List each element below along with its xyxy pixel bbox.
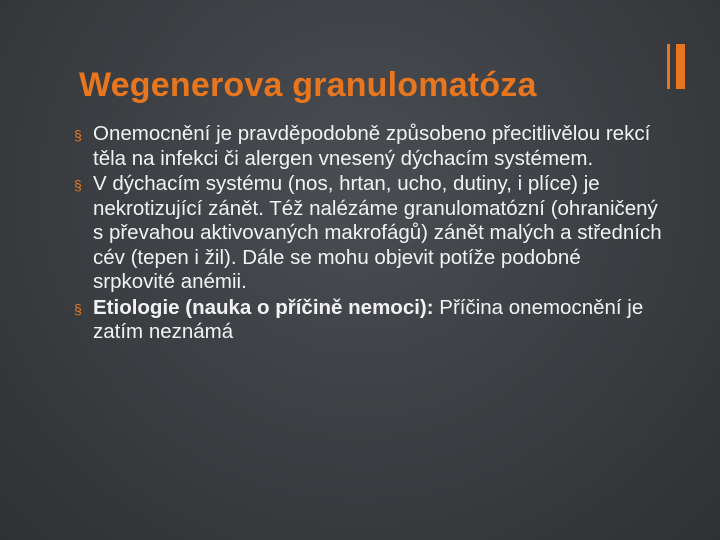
- bullet-list: [74, 122, 664, 346]
- accent-bar-thick: [676, 44, 685, 89]
- slide-title: Wegenerova granulomatóza: [79, 66, 537, 104]
- bullet-item: [74, 296, 664, 345]
- bullet-marker-icon: §: [74, 127, 82, 143]
- bullet-bold-text: Etiologie (nauka o příčině nemoci):: [93, 295, 434, 319]
- bullet-item: [74, 122, 664, 171]
- bullet-text: V dýchacím systému (nos, hrtan, ucho, dutiny, i plíce) je nekrotizující zánět. Též nalézáme granulomatózní (ohraničený s převahou aktivovaných makrofágů) zánět malých a středních cév (tepen i žil). Dále se mohu objevit potíže podobné srpkovité anémii.: [93, 172, 662, 293]
- bullet-marker-icon: §: [74, 177, 82, 193]
- bullet-text: Příčina onemocnění je zatím neznámá: [93, 295, 644, 343]
- bullet-text: Onemocnění je pravděpodobně způsobeno přecitlivělou rekcí těla na infekci či alergen vnesený dýchacím systémem.: [93, 122, 651, 170]
- bullet-marker-icon: §: [74, 300, 82, 317]
- accent-bar-thin: [667, 44, 670, 89]
- bullet-item: [74, 172, 664, 295]
